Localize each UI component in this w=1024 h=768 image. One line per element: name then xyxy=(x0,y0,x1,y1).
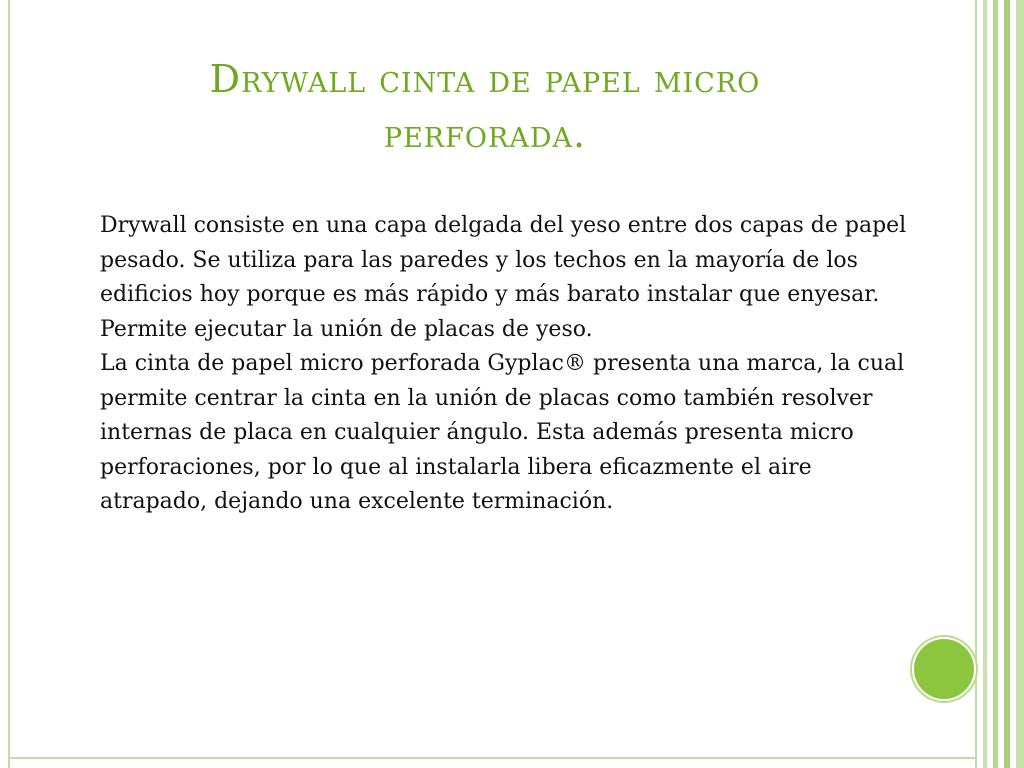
decorative-stripe xyxy=(1004,0,1010,768)
body-paragraph: La cinta de papel micro perforada Gyplac® presenta una marca, la cual permite centrar la cinta en la unión de placas como también resolver internas de placa en cualquier ángulo. Esta además presenta micro perforaciones, por lo que al instalarla libera eficazmente el aire atrapado, dejando una excelente terminación. xyxy=(100,351,905,514)
frame-bottom-border xyxy=(8,757,977,759)
frame-left-border xyxy=(8,0,10,768)
decorative-stripe xyxy=(1016,0,1024,768)
decorative-stripe xyxy=(993,0,998,768)
slide-body xyxy=(100,209,920,520)
decorative-stripe xyxy=(983,0,987,768)
frame-right-border xyxy=(975,0,977,768)
decorative-circle-icon xyxy=(914,639,974,699)
body-paragraph: Drywall consiste en una capa delgada del yeso entre dos capas de papel pesado. Se utiliza para las paredes y los techos en la mayoría de los edificios hoy porque es más rápido y más barato instalar que enyesar. Permite ejecutar la unión de placas de yeso. xyxy=(100,213,907,342)
slide-title: Drywall cinta de papel micro perforada. xyxy=(209,57,761,157)
